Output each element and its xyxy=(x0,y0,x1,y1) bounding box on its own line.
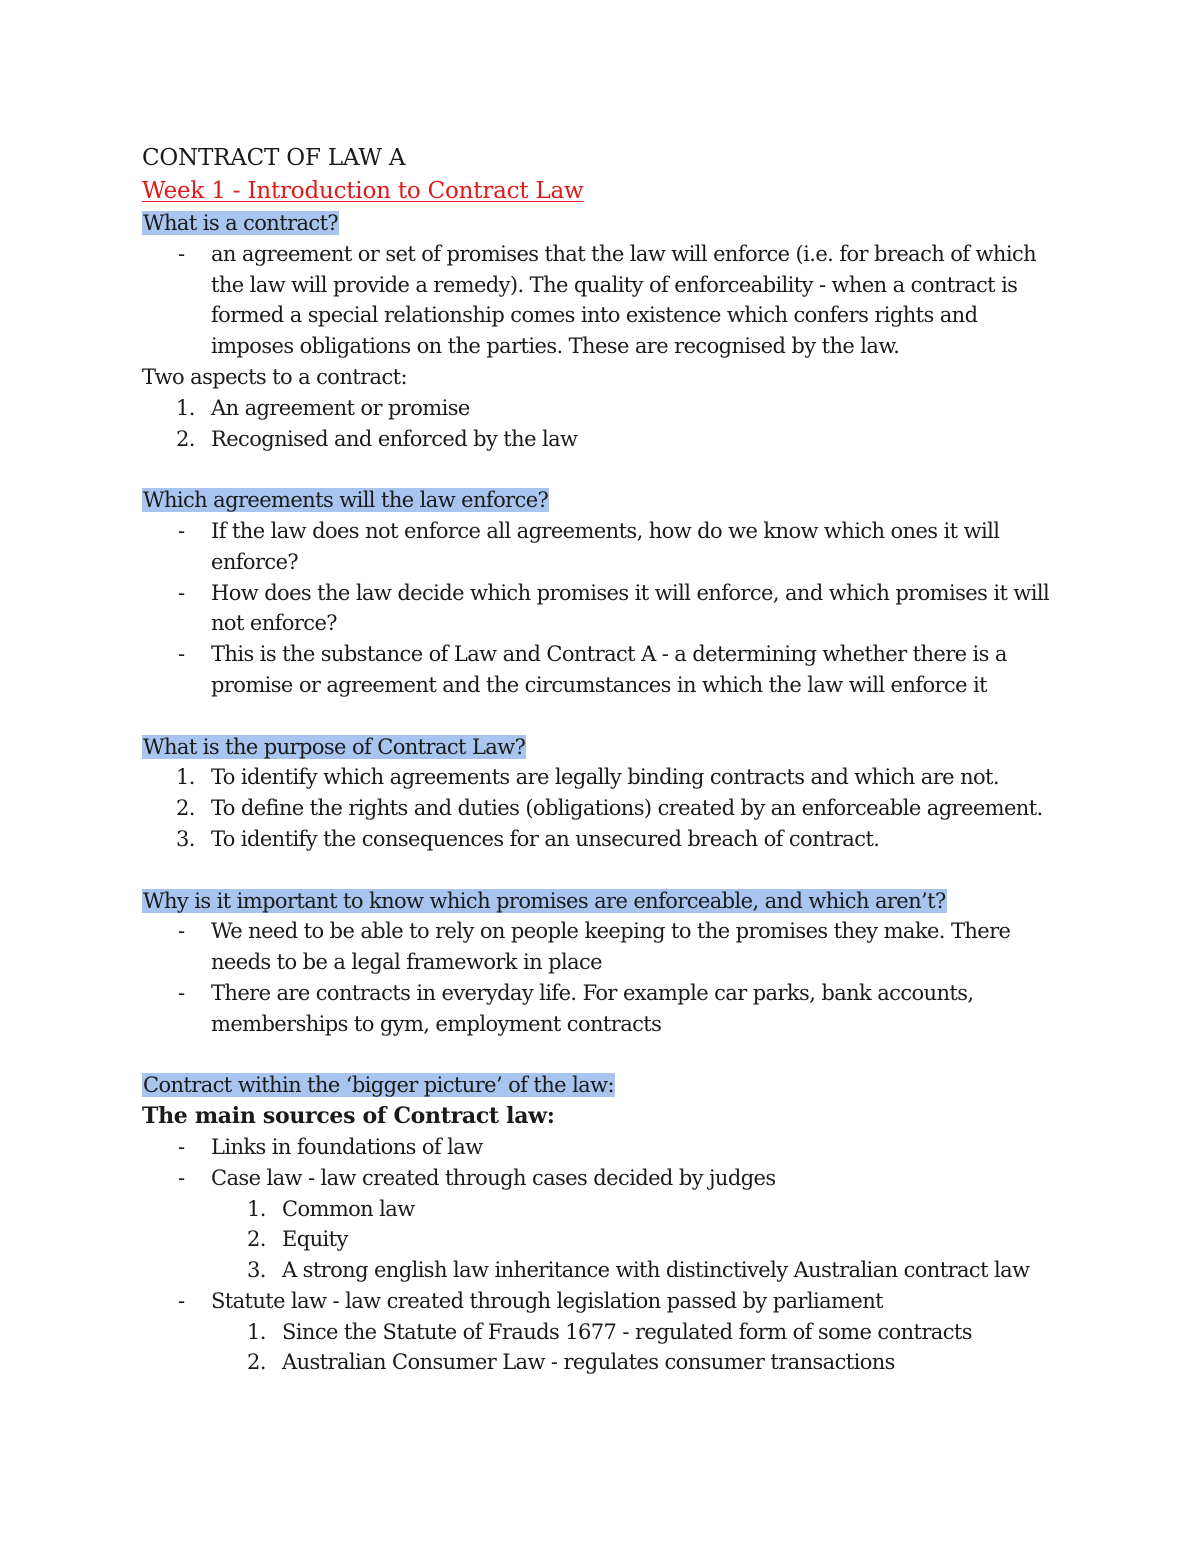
dash-marker: - xyxy=(178,642,185,667)
sources-heading: The main sources of Contract law: xyxy=(142,1103,555,1130)
dash-marker: - xyxy=(178,518,185,543)
list-item-text: Equity xyxy=(282,1227,348,1252)
list-item-text: If the law does not enforce all agreements, how do we know which ones it will enforce? xyxy=(211,518,1000,574)
number-marker: 1. xyxy=(247,1196,266,1221)
list-item xyxy=(142,1224,1062,1255)
list-item-text: This is the substance of Law and Contract A - a determining whether there is a promise or agreement and the circumstances in which the law will enforce it xyxy=(211,642,1007,697)
number-marker: 2. xyxy=(176,426,195,451)
list-item-text: Australian Consumer Law - regulates consumer transactions xyxy=(282,1350,895,1375)
dash-marker: - xyxy=(178,1134,185,1159)
list-item xyxy=(142,393,1062,424)
list-item xyxy=(142,793,1062,824)
importance-list xyxy=(142,916,1062,1039)
document-subtitle: Week 1 - Introduction to Contract Law xyxy=(142,178,584,204)
dash-marker: - xyxy=(178,1165,185,1190)
dash-marker: - xyxy=(178,580,185,605)
list-item-text: Recognised and enforced by the law xyxy=(211,426,578,451)
number-marker: 2. xyxy=(247,1227,266,1252)
list-item-text: There are contracts in everyday life. For example car parks, bank accounts, memberships to gym, employment contracts xyxy=(211,980,974,1036)
aspects-list xyxy=(142,393,1062,455)
definition-list xyxy=(142,239,1062,362)
list-item-text: Common law xyxy=(282,1196,415,1221)
case-law-sublist xyxy=(142,1194,1062,1286)
list-item xyxy=(142,1194,1062,1225)
number-marker: 1. xyxy=(247,1319,266,1344)
dash-marker: - xyxy=(178,919,185,944)
list-item xyxy=(142,1286,1062,1317)
document-page xyxy=(142,142,1062,1378)
list-item xyxy=(142,978,1062,1040)
list-item xyxy=(142,1255,1062,1286)
highlighted-heading: What is the purpose of Contract Law? xyxy=(143,734,526,759)
highlighted-heading: Why is it important to know which promises are enforceable, and which aren’t? xyxy=(143,888,946,913)
list-item-text: an agreement or set of promises that the law will enforce (i.e. for breach of which the law will provide a remedy). The quality of enforceability - when a contract is formed a special relationship comes into existence which confers rights and imposes obligations on the parties. These are recognised by the law. xyxy=(211,241,1037,359)
dash-marker: - xyxy=(178,1288,185,1313)
list-item-text: We need to be able to rely on people keeping to the promises they make. There needs to be a legal framework in place xyxy=(211,919,1011,975)
list-item xyxy=(142,424,1062,455)
section-heading-why-important xyxy=(142,886,1062,917)
list-item-text: A strong english law inheritance with distinctively Australian contract law xyxy=(282,1258,1030,1283)
section-heading-what-is-contract xyxy=(142,208,1062,239)
list-item-text: Links in foundations of law xyxy=(211,1134,483,1159)
number-marker: 3. xyxy=(247,1258,266,1283)
number-marker: 2. xyxy=(247,1350,266,1375)
spacer xyxy=(142,855,1062,886)
list-item xyxy=(142,516,1062,578)
list-item-text: To define the rights and duties (obligations) created by an enforceable agreement. xyxy=(211,796,1043,821)
list-item-text: An agreement or promise xyxy=(211,395,470,420)
section-heading-bigger-picture xyxy=(142,1070,1062,1101)
list-item-text: To identify the consequences for an unsecured breach of contract. xyxy=(211,826,880,851)
list-item-text: Case law - law created through cases decided by judges xyxy=(211,1165,776,1190)
number-marker: 1. xyxy=(176,765,195,790)
list-item xyxy=(142,762,1062,793)
purpose-list xyxy=(142,762,1062,854)
dash-marker: - xyxy=(178,241,185,266)
list-item xyxy=(142,639,1062,701)
list-item xyxy=(142,1317,1062,1348)
list-item-text: To identify which agreements are legally binding contracts and which are not. xyxy=(211,765,999,790)
list-item-text: How does the law decide which promises it will enforce, and which promises it will not enforce? xyxy=(211,580,1050,636)
list-item-text: Since the Statute of Frauds 1677 - regulated form of some contracts xyxy=(282,1319,972,1344)
list-item xyxy=(142,916,1062,978)
list-item xyxy=(142,1163,1062,1194)
statute-list xyxy=(142,1286,1062,1317)
section-heading-purpose xyxy=(142,732,1062,763)
number-marker: 2. xyxy=(176,796,195,821)
list-item xyxy=(142,1132,1062,1163)
aspects-label: Two aspects to a contract: xyxy=(142,364,407,389)
highlighted-heading: Which agreements will the law enforce? xyxy=(143,488,549,513)
list-item xyxy=(142,1347,1062,1378)
section-heading-which-agreements xyxy=(142,485,1062,516)
number-marker: 1. xyxy=(176,395,195,420)
number-marker: 3. xyxy=(176,826,195,851)
agreements-list xyxy=(142,516,1062,701)
list-item xyxy=(142,824,1062,855)
list-item xyxy=(142,239,1062,362)
statute-law-sublist xyxy=(142,1317,1062,1379)
spacer xyxy=(142,454,1062,485)
spacer xyxy=(142,701,1062,732)
highlighted-heading: Contract within the ‘bigger picture’ of the law: xyxy=(143,1073,614,1098)
document-title: CONTRACT OF LAW A xyxy=(142,145,406,171)
sources-list xyxy=(142,1132,1062,1194)
dash-marker: - xyxy=(178,980,185,1005)
spacer xyxy=(142,1040,1062,1071)
list-item-text: Statute law - law created through legislation passed by parliament xyxy=(211,1288,883,1313)
highlighted-heading: What is a contract? xyxy=(143,211,339,235)
list-item xyxy=(142,578,1062,640)
